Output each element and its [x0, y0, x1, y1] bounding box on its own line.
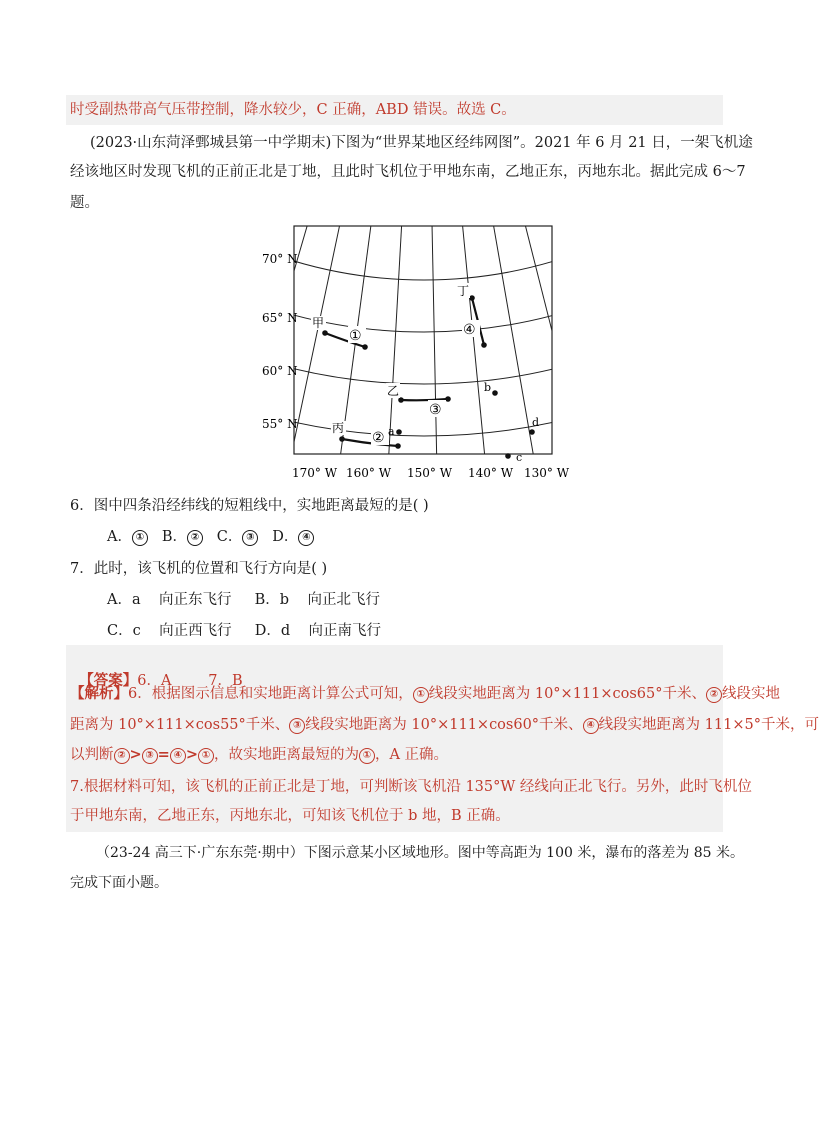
- segment-3-label: ③: [429, 402, 442, 418]
- lon-label-160: 160° W: [346, 466, 392, 480]
- intro-line-2: 经该地区时发现飞机的正前正北是丁地，且此时飞机位于甲地东南，乙地正东，丙地东北。据此完成 6～7: [70, 164, 746, 180]
- analysis-line-4: 7.根据材料可知，该飞机的正前正北是丁地，可判断该飞机沿 135°W 经线向正北飞行。另外，此时飞机位: [70, 779, 752, 795]
- jia-dot: [322, 330, 328, 336]
- lon-label-150: 150° W: [407, 466, 453, 480]
- answer-text: 6．A 7．B: [137, 673, 243, 689]
- point-a-dot: [396, 429, 402, 435]
- parallel-60: [0, 0, 819, 384]
- q6-opt-b[interactable]: B． ②: [162, 529, 203, 545]
- graticule-map: [262, 220, 570, 482]
- point-d-label: d: [532, 416, 540, 429]
- lat-label-60: 60° N: [262, 364, 298, 378]
- lat-label-70: 70° N: [262, 252, 298, 266]
- seg4-end-dot: [481, 342, 487, 348]
- point-c-label: c: [516, 451, 523, 464]
- analysis-line-1: 【解析】6．根据图示信息和实地距离计算公式可知， ① 线段实地距离为 10°×111×cos65°千米、 ② 线段实地: [70, 685, 781, 702]
- meridian-line: [623, 149, 791, 422]
- point-b-label: b: [484, 381, 492, 394]
- lon-label-170: 170° W: [292, 466, 338, 480]
- place-jia: 甲: [312, 316, 325, 330]
- lat-label-65: 65° N: [262, 311, 298, 325]
- q6-stem: 6．图中四条沿经纬线的短粗线中，实地距离最短的是( ): [70, 498, 429, 514]
- next-intro-line-1: （23-24 高三下·广东东莞·期中）下图示意某小区域地形。图中等高距为 100 米，瀑布的落差为 85 米。: [96, 845, 745, 861]
- q6-options: [107, 527, 314, 547]
- top-note: 时受副热带高气压带控制，降水较少，C 正确，ABD 错误。故选 C。: [70, 102, 516, 118]
- meridian-line: [517, 193, 595, 503]
- analysis-line-2: 距离为 10°×111×cos55°千米、 ③ 线段实地距离为 10°×111×cos60°千米、 ④ 线段实地距离为 111×5°千米，可: [70, 717, 819, 733]
- yi-dot: [398, 397, 404, 403]
- q7-options-row-2[interactable]: C．c 向正西飞行 D．d 向正南飞行: [107, 623, 382, 639]
- place-yi: 乙: [387, 384, 400, 398]
- point-d-dot: [529, 429, 535, 435]
- analysis-line-5: 于甲地东南，乙地正东，丙地东北，可知该飞机位于 b 地，B 正确。: [70, 808, 510, 824]
- meridian-line: [598, 163, 745, 447]
- intro-line-1: (2023·山东菏泽鄄城县第一中学期末)下图为“世界某地区经纬网图”。2021 年 6 月 21 日，一架飞机途: [90, 135, 753, 151]
- next-intro-line-2: 完成下面小题。: [70, 875, 168, 891]
- meridian-line: [545, 185, 647, 488]
- answer-label: 【答案】: [79, 672, 138, 689]
- lon-label-140: 140° W: [468, 466, 514, 480]
- place-bing: 丙: [332, 421, 345, 435]
- meridian-line: [228, 190, 318, 497]
- place-ding: 丁: [457, 284, 470, 298]
- parallel-55: [0, 0, 819, 436]
- meridian-line: [572, 175, 697, 470]
- seg2-end-dot: [395, 443, 401, 449]
- q6-opt-a[interactable]: A． ①: [107, 529, 148, 545]
- intro-line-3: 题。: [70, 195, 99, 211]
- meridian-line: [280, 197, 346, 510]
- point-b-dot: [492, 390, 498, 396]
- meridian-line: [129, 170, 264, 460]
- seg3-end-dot: [445, 396, 451, 402]
- q6-opt-d[interactable]: D． ④: [272, 529, 314, 545]
- segment-2-label: ②: [372, 430, 385, 446]
- meridian-line: [178, 181, 291, 481]
- point-a-label: a: [388, 425, 395, 438]
- lon-label-130: 130° W: [524, 466, 570, 480]
- meridians: [0, 124, 819, 524]
- segment-4-label: ④: [463, 322, 476, 338]
- ding-dot: [469, 295, 475, 301]
- lat-label-55: 55° N: [262, 417, 298, 431]
- point-c-dot: [505, 453, 511, 459]
- q7-stem: 7．此时，该飞机的位置和飞行方向是( ): [70, 561, 328, 577]
- q7-options-row-1[interactable]: A．a 向正东飞行 B．b 向正北飞行: [107, 592, 380, 608]
- q6-opt-c[interactable]: C． ③: [217, 529, 259, 545]
- bing-dot: [339, 436, 345, 442]
- analysis-label: 【解析】: [70, 685, 128, 702]
- segment-1-label: ①: [349, 328, 362, 344]
- meridian-line: [81, 156, 238, 435]
- seg1-end-dot: [362, 344, 368, 350]
- analysis-line-3: 以判断 ② > ③ = ④ > ① ，故实地距离最短的为 ① ，A 正确。: [70, 746, 449, 763]
